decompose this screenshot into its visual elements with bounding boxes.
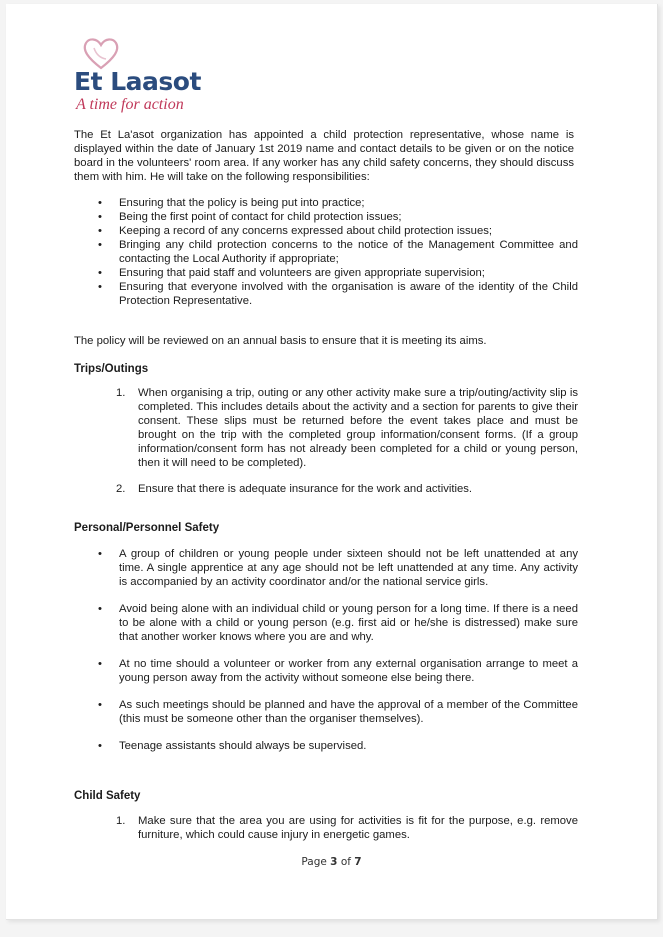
- list-item: • Keeping a record of any concerns expressed about child protection issues;: [98, 225, 493, 237]
- list-item: • At no time should a volunteer or worker from any external organisation arrange to meet a young person away from the activity without someone else being there.: [98, 658, 578, 684]
- organization-logo: [72, 34, 202, 114]
- personal-safety-list: [94, 547, 578, 753]
- child-safety-list: [116, 814, 578, 842]
- list-item: 1. When organising a trip, outing or any other activity make sure a trip/outing/activity slip is completed. This includes details about the activity and a section for parents to give their consent. These slips must be returned before the event takes place and must be brought on the trip with the completed group information/consent forms. (If a group information/consent form has not already been completed for a child or young person, then it will need to be completed).: [116, 387, 578, 469]
- bullet-icon: •: [98, 211, 102, 223]
- list-item: • A group of children or young people under sixteen should not be left unattended at any time. A single apprentice at any age should not be left unattended at any time. Any activity is accompanied by an activity coordinator and/or the national service girls.: [98, 548, 578, 588]
- list-item: • Ensuring that paid staff and volunteers are given appropriate supervision;: [98, 267, 485, 279]
- bullet-icon: •: [98, 658, 102, 670]
- trips-list: [116, 386, 578, 496]
- bullet-icon: •: [98, 197, 102, 209]
- bullet-icon: •: [98, 548, 102, 560]
- bullet-icon: •: [98, 225, 102, 237]
- list-item: • Avoid being alone with an individual child or young person for a long time. If there is a need to be alone with a child or young person (e.g. first aid or he/she is distressed) make sure that another worker knows where you are and why.: [98, 603, 578, 643]
- trips-heading: Trips/Outings: [74, 363, 149, 375]
- intro-paragraph: The Et La'asot organization has appointed a child protection representative, whose name is displayed within the date of January 1st 2019 name and contact details to be given or on the notice board in the volunteers' room area. If any worker has any child safety concerns, they should discuss them with him. He will take on the following responsibilities:: [74, 129, 574, 183]
- list-item: • Ensuring that the policy is being put into practice;: [98, 197, 365, 209]
- personal-safety-heading: Personal/Personnel Safety: [74, 522, 220, 534]
- logo-tagline: A time for action: [76, 96, 184, 113]
- bullet-icon: •: [98, 239, 102, 251]
- list-item: • Bringing any child protection concerns to the notice of the Management Committee and contacting the Local Authority if appropriate;: [98, 239, 578, 265]
- bullet-icon: •: [98, 740, 102, 752]
- document-page: [6, 4, 658, 920]
- bullet-icon: •: [98, 699, 102, 711]
- logo-name: Et Laasot: [74, 67, 201, 96]
- list-item: • Ensuring that everyone involved with the organisation is aware of the identity of the Child Protection Representative.: [98, 281, 578, 307]
- bullet-icon: •: [98, 603, 102, 615]
- review-paragraph: The policy will be reviewed on an annual basis to ensure that it is meeting its aims.: [74, 335, 487, 347]
- child-safety-heading: Child Safety: [74, 790, 141, 802]
- bullet-icon: •: [98, 281, 102, 293]
- list-item: 1. Make sure that the area you are using for activities is fit for the purpose, e.g. remove furniture, which could cause injury in energetic games.: [116, 815, 578, 841]
- list-item: • Teenage assistants should always be supervised.: [98, 740, 367, 752]
- list-item: • As such meetings should be planned and have the approval of a member of the Committee (this must be someone other than the organiser themselves).: [98, 699, 578, 725]
- bullet-icon: •: [98, 267, 102, 279]
- page-number-footer: Page 3 of 7: [301, 856, 362, 868]
- current-page-number: 3: [330, 856, 338, 868]
- responsibilities-list: [94, 196, 578, 308]
- list-item: 2. Ensure that there is adequate insurance for the work and activities.: [116, 483, 473, 495]
- list-item: • Being the first point of contact for child protection issues;: [98, 211, 402, 223]
- total-pages-number: 7: [354, 856, 362, 868]
